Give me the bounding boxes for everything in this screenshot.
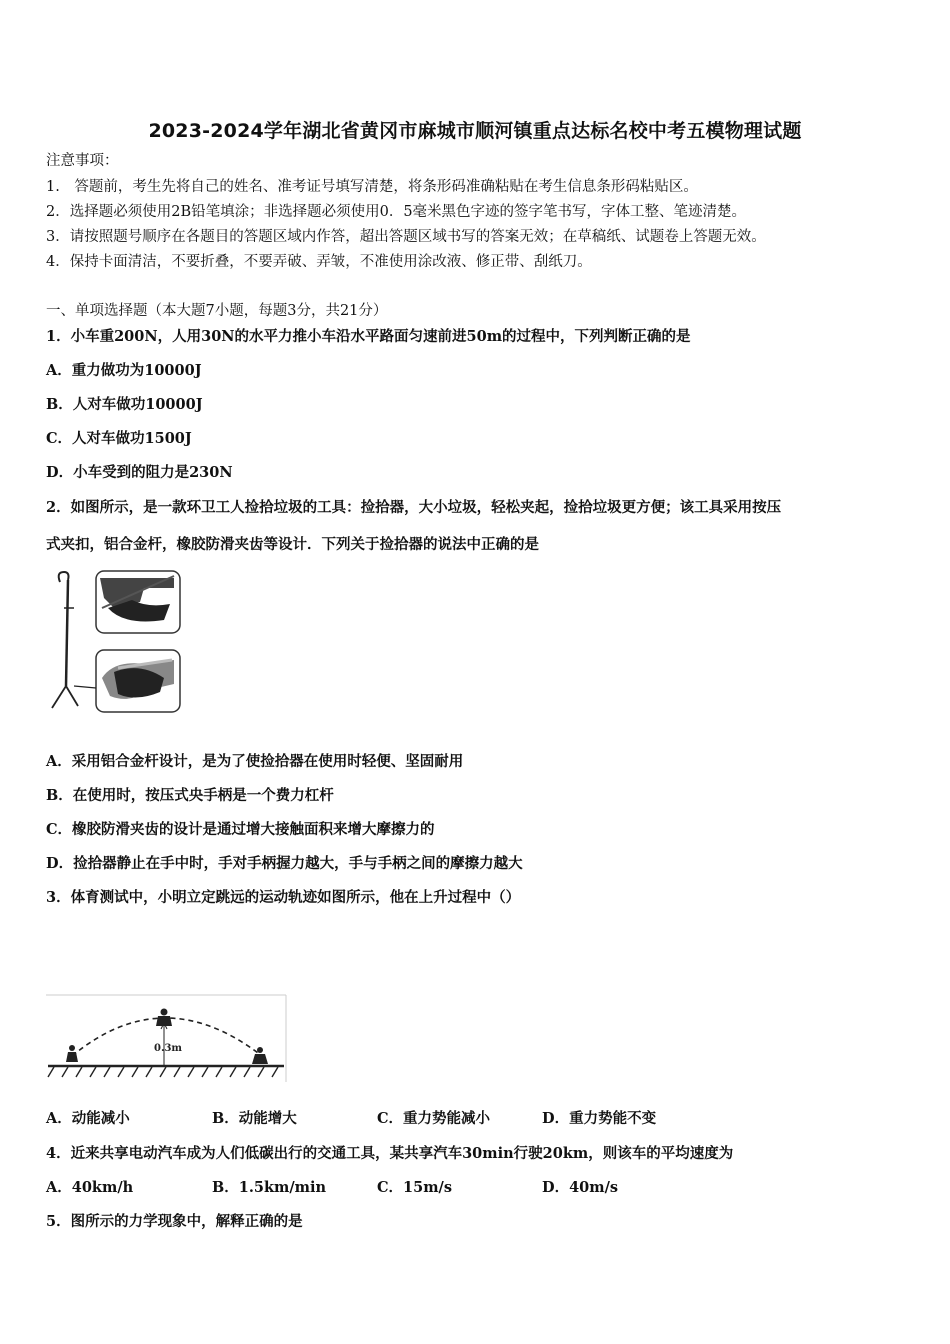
q1-stem: 1．小车重200N，人用30N的水平力推小车沿水平路面匀速前进50m的过程中，下列判断正确的是 [46,328,691,345]
q4-option-c: C．15m/s [377,1179,453,1196]
notice-heading: 注意事项： [46,153,119,169]
notice-item-2: 2．选择题必须使用2B铅笔填涂；非选择题必须使用0．5毫米黑色字迹的签字笔书写，字体工整、笔迹清楚。 [46,204,747,220]
q2-option-a: A．采用铝合金杆设计，是为了使捡拾器在使用时轻便、坚固耐用 [46,753,464,770]
q3-option-a: A．动能减小 [46,1110,130,1127]
page-title: 2023-2024学年湖北省黄冈市麻城市顺河镇重点达标名校中考五模物理试题 [148,120,802,142]
q3-option-b: B．动能增大 [212,1110,297,1127]
q2-stem-line1: 2．如图所示，是一款环卫工人捡拾垃圾的工具：捡拾器，大小垃圾，轻松夹起，捡拾垃圾更方便；该工具采用按压 [46,499,782,516]
q1-option-c: C．人对车做功1500J [46,430,192,447]
long-jump-figure [44,994,288,1084]
notice-item-1: 1. 答题前，考生先将自己的姓名、准考证号填写清楚，将条形码准确粘贴在考生信息条形码粘贴区。 [46,179,698,195]
q3-option-c: C．重力势能减小 [377,1110,491,1127]
q4-option-b: B．1.5km/min [212,1179,327,1196]
q5-stem: 5．图所示的力学现象中，解释正确的是 [46,1213,303,1230]
q3-option-d: D．重力势能不变 [542,1110,657,1127]
notice-item-4: 4．保持卡面清洁，不要折叠，不要弄破、弄皱，不准使用涂改液、修正带、刮纸刀。 [46,254,592,270]
q4-option-a: A．40km/h [46,1179,134,1196]
q4-option-d: D．40m/s [542,1179,619,1196]
q2-stem-line2: 式夹扣，铝合金杆，橡胶防滑夹齿等设计．下列关于捡拾器的说法中正确的是 [46,536,539,553]
q4-stem: 4．近来共享电动汽车成为人们低碳出行的交通工具，某共享汽车30min行驶20km，则该车的平均速度为 [46,1145,734,1162]
jumper-top-icon [156,1009,172,1027]
q2-option-c: C．橡胶防滑夹齿的设计是通过增大接触面积来增大摩擦力的 [46,821,435,838]
q1-option-d: D．小车受到的阻力是230N [46,464,233,481]
q1-option-a: A．重力做功为10000J [46,362,202,379]
notice-item-3: 3．请按照题号顺序在各题目的答题区域内作答，超出答题区域书写的答案无效；在草稿纸、试题卷上答题无效。 [46,229,766,245]
q1-option-b: B．人对车做功10000J [46,396,203,413]
q2-option-b: B．在使用时，按压式央手柄是一个费力杠杆 [46,787,334,804]
picker-tool-figure [44,568,186,716]
section-heading: 一、单项选择题（本大题7小题，每题3分，共21分） [46,303,388,319]
q3-stem: 3．体育测试中，小明立定跳远的运动轨迹如图所示，他在上升过程中（） [46,889,521,906]
jumper-start-icon [66,1045,78,1062]
height-label: 0.3m [154,1043,182,1054]
q2-option-d: D．捡拾器静止在手中时，手对手柄握力越大，手与手柄之间的摩擦力越大 [46,855,523,872]
